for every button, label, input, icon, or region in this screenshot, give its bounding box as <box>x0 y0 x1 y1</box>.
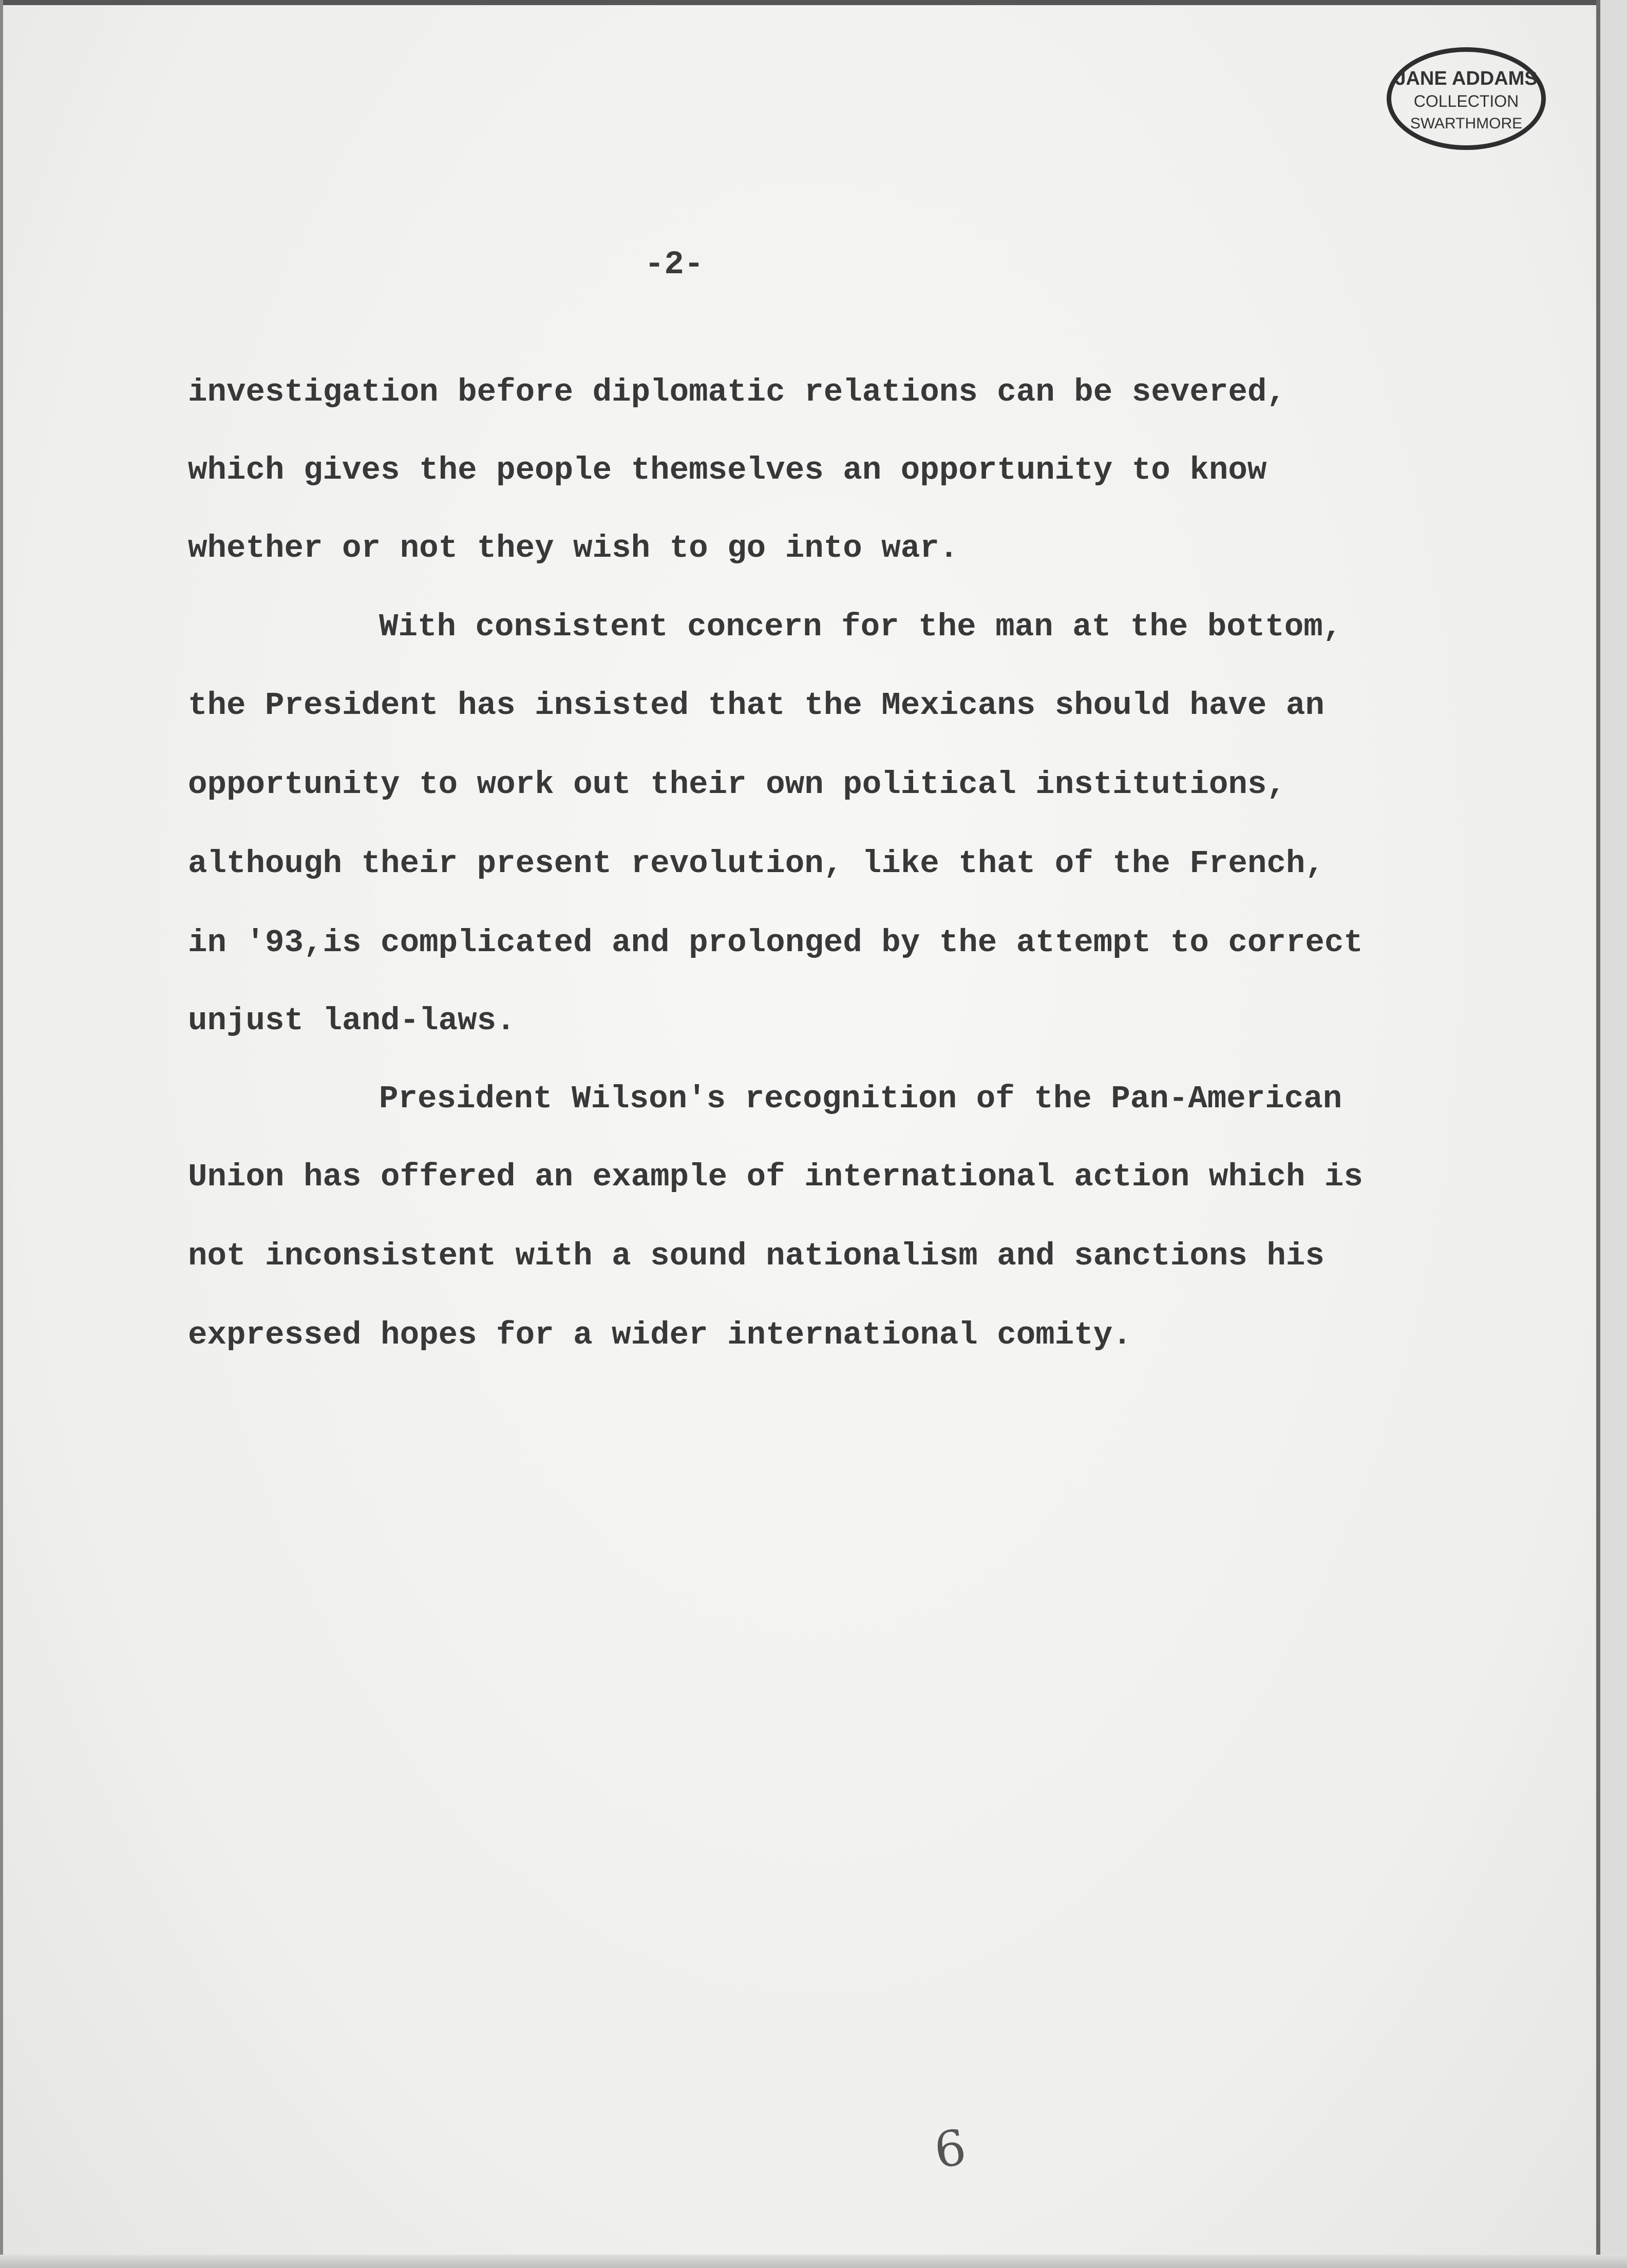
text-line: With consistent concern for the man at the bottom, <box>379 609 1342 645</box>
handwritten-mark: 6 <box>931 2119 970 2180</box>
scan-margin-right <box>1600 0 1627 2268</box>
text-line: expressed hopes for a wider international comity. <box>188 1317 1132 1353</box>
text-line: which gives the people themselves an opportunity to know <box>188 452 1267 488</box>
text-line: in '93,is complicated and prolonged by the attempt to correct <box>188 924 1363 961</box>
scan-edge-top <box>0 0 1627 5</box>
scan-edge-left <box>0 0 3 2268</box>
text-line: although their present revolution, like that of the French, <box>188 845 1325 882</box>
scan-edge-right <box>1596 0 1600 2268</box>
page-number: -2- <box>645 247 704 284</box>
text-line: President Wilson's recognition of the Pan-American <box>379 1081 1342 1117</box>
scan-edge-bottom <box>0 2255 1627 2268</box>
stamp-line: COLLECTION <box>1413 92 1519 110</box>
text-line: opportunity to work out their own political institutions, <box>188 766 1286 803</box>
text-line: Union has offered an example of international action which is <box>188 1159 1363 1195</box>
text-line: investigation before diplomatic relations can be severed, <box>188 374 1286 410</box>
text-line: not inconsistent with a sound nationalism and sanctions his <box>188 1238 1325 1274</box>
text-line: the President has insisted that the Mexicans should have an <box>188 687 1325 724</box>
archive-stamp <box>1387 47 1546 150</box>
text-line: unjust land-laws. <box>188 1003 516 1039</box>
stamp-line: JANE ADDAMS <box>1395 68 1538 89</box>
text-line: whether or not they wish to go into war. <box>188 530 959 566</box>
stamp-line: SWARTHMORE <box>1410 115 1523 132</box>
